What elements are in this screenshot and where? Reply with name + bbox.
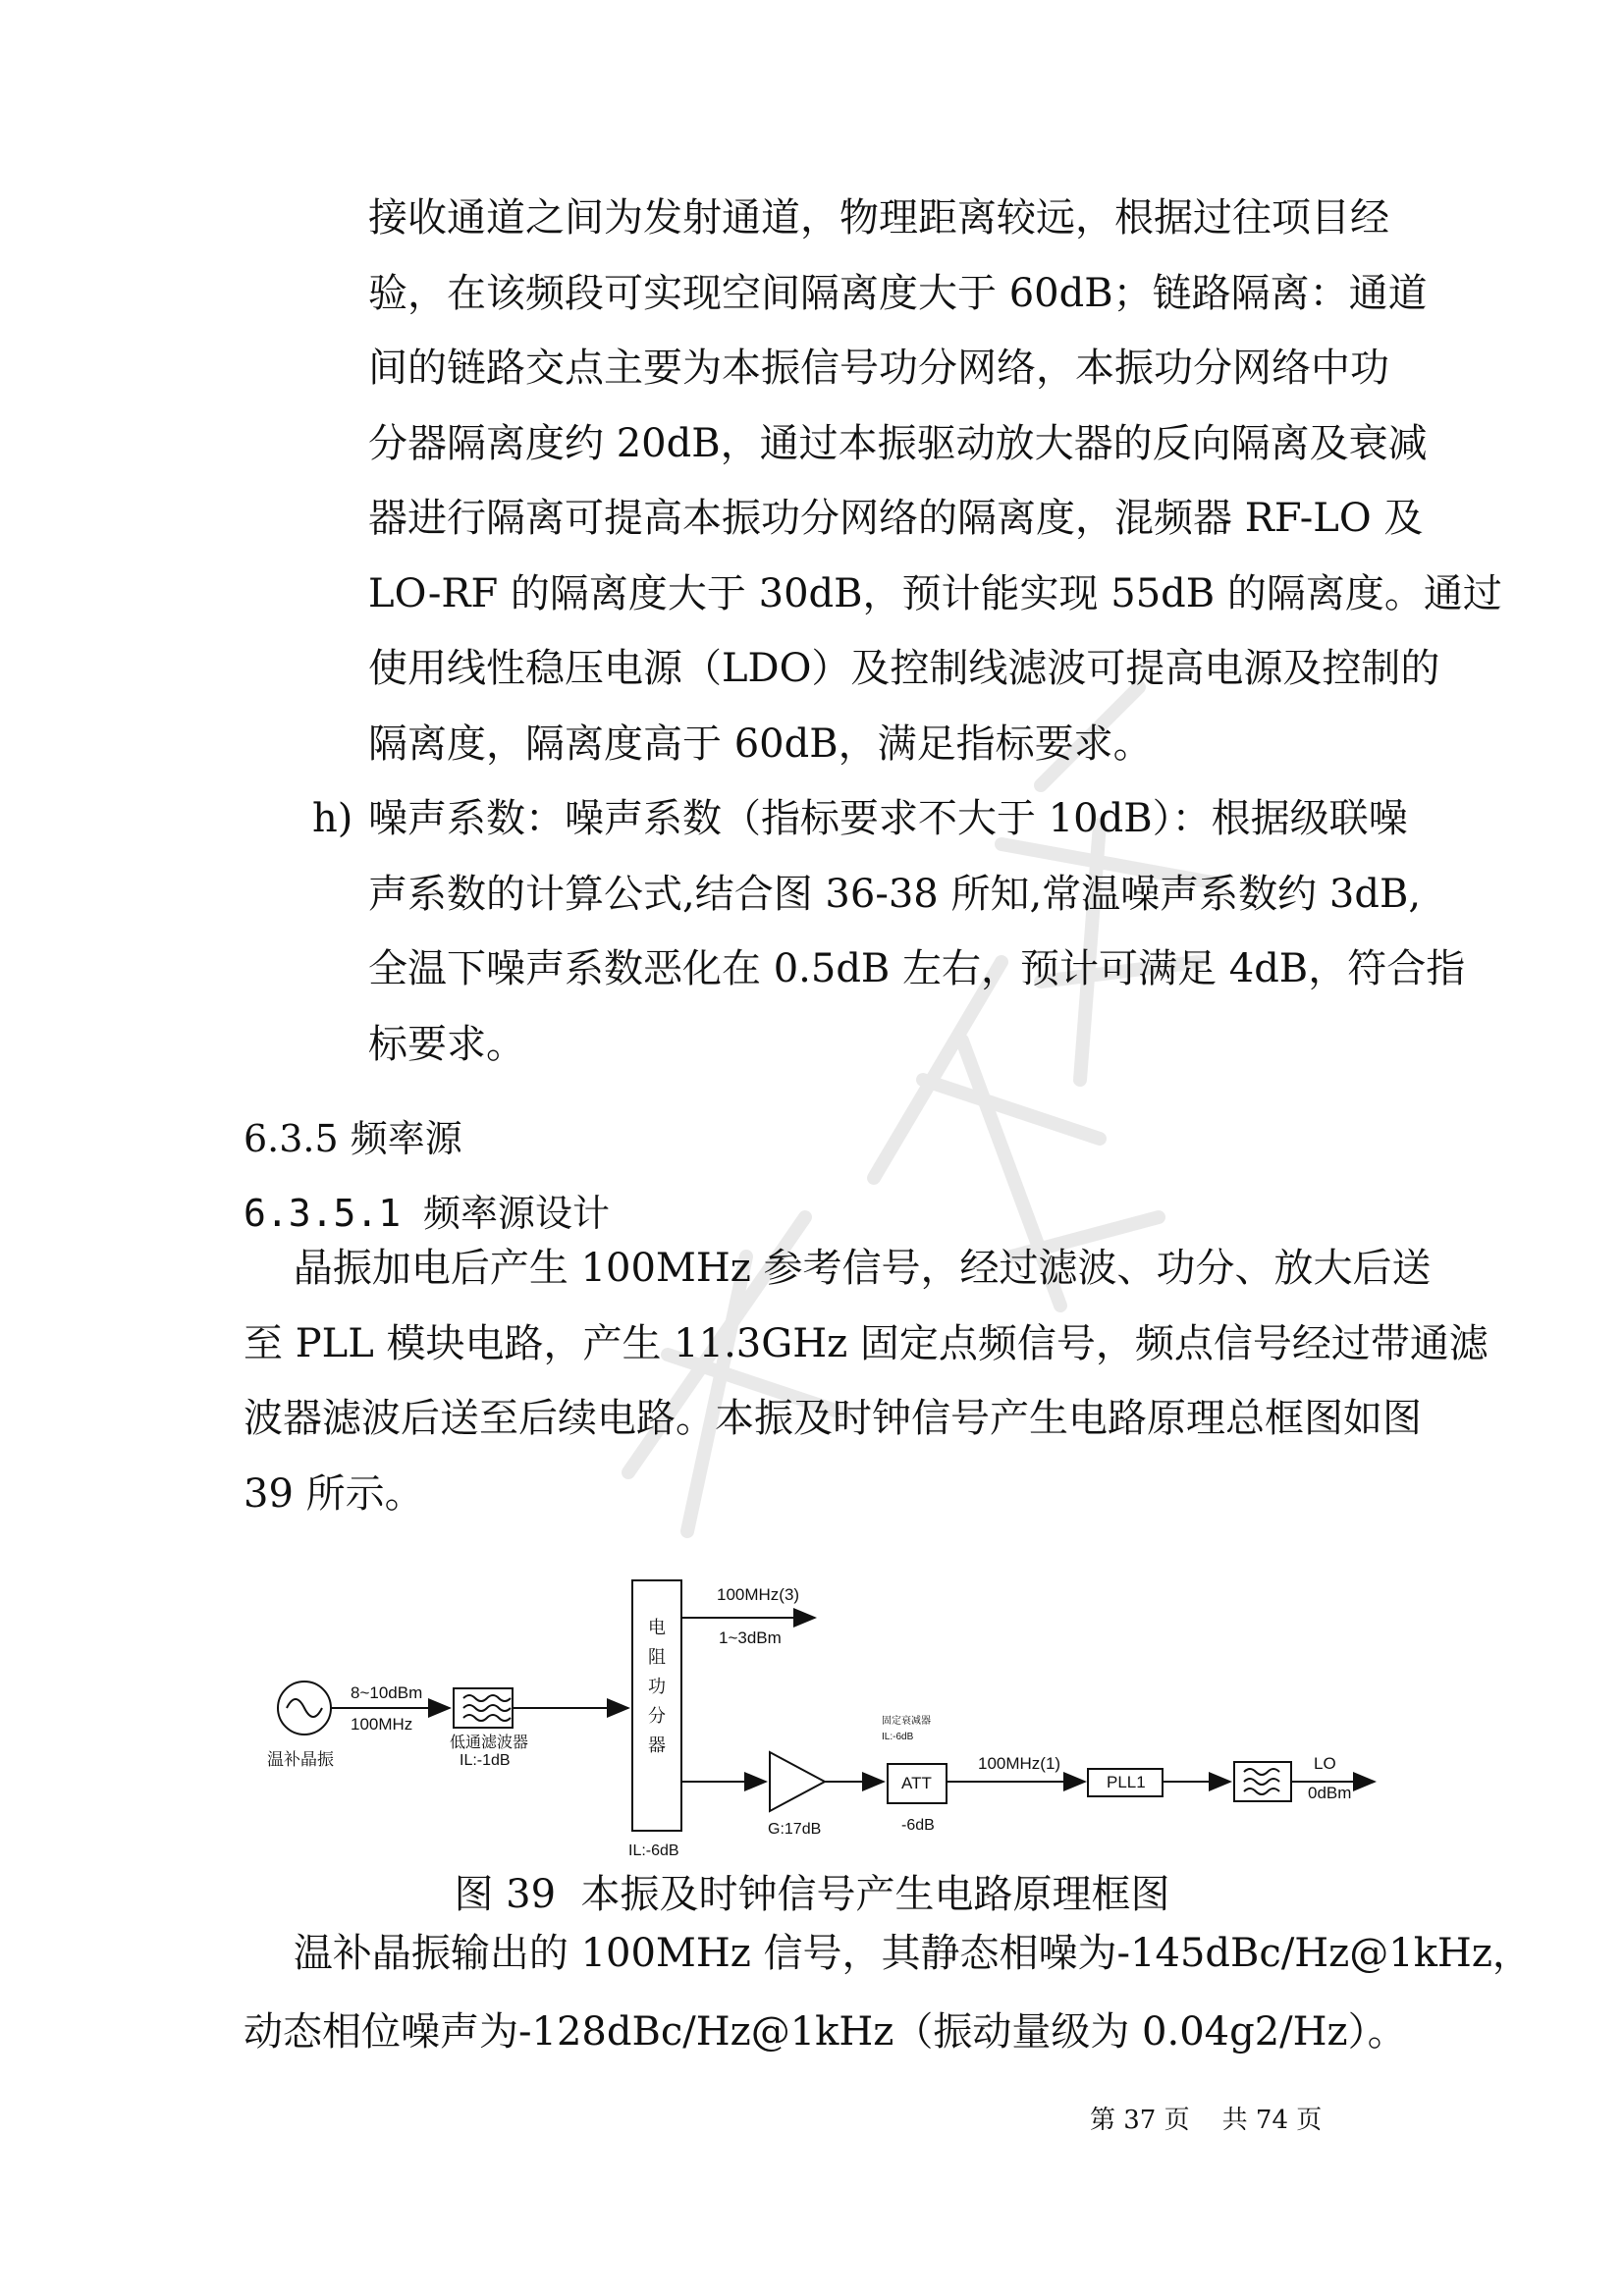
text-line: 至 PLL 模块电路，产生 11.3GHz 固定点频信号，频点信号经过带通滤: [244, 1320, 1489, 1366]
osc-power-label: 8~10dBm: [351, 1683, 423, 1702]
att-label: ATT: [901, 1774, 932, 1792]
svg-text:功: 功: [648, 1677, 666, 1696]
svg-text:阻: 阻: [648, 1647, 666, 1667]
text-line: 温补晶振输出的 100MHz 信号，其静态相噪为-145dBc/Hz@1kHz，: [244, 1931, 1532, 1976]
page-footer: 第 37 页 共 74 页: [1090, 2106, 1323, 2135]
att-title-label: 固定衰减器: [882, 1716, 931, 1727]
bpf-block: [1234, 1762, 1291, 1801]
paragraph-frequency-source: [244, 1231, 1489, 1531]
lo-power-label: 0dBm: [1308, 1784, 1352, 1802]
block-diagram: [245, 1561, 1404, 1855]
text-line: 噪声系数：噪声系数（指标要求不大于 10dB）：根据级联噪: [368, 796, 1408, 841]
osc-freq-label: 100MHz: [351, 1715, 413, 1734]
text-line: 标要求。: [368, 1021, 525, 1067]
figure-caption: 图 39 本振及时钟信号产生电路原理框图: [454, 1872, 1170, 1917]
out3-label: 100MHz(3): [717, 1585, 800, 1604]
amp-gain-label: G:17dB: [768, 1821, 822, 1838]
svg-text:电: 电: [648, 1618, 666, 1637]
splitter-label: [648, 1618, 666, 1755]
text-line: LO-RF 的隔离度大于 30dB，预计能实现 55dB 的隔离度。通过: [368, 570, 1502, 616]
text-line: 接收通道之间为发射通道，物理距离较远，根据过往项目经: [368, 195, 1389, 240]
ref1-label: 100MHz(1): [978, 1754, 1061, 1773]
att-value-label: -6dB: [901, 1817, 935, 1834]
text-line: 验，在该频段可实现空间隔离度大于 60dB；链路隔离：通道: [368, 270, 1428, 316]
lpf-il-label: IL:-1dB: [460, 1752, 511, 1769]
splitter-il-label: IL:-6dB: [628, 1842, 679, 1855]
svg-text:器: 器: [648, 1735, 666, 1755]
paragraph-phase-noise: [244, 1914, 1532, 2071]
text-line: 间的链路交点主要为本振信号功分网络，本振功分网络中功: [368, 346, 1389, 391]
att-il-label: IL:-6dB: [882, 1732, 914, 1742]
lpf-block: [454, 1688, 513, 1728]
paragraph-isolation: [368, 181, 1502, 781]
amplifier-icon: [770, 1752, 825, 1811]
text-line: 分器隔离度约 20dB，通过本振驱动放大器的反向隔离及衰减: [368, 420, 1428, 466]
text-line: 波器滤波后送至后续电路。本振及时钟信号产生电路原理总框图如图: [244, 1396, 1422, 1441]
section-heading: 6.3.5 频率源: [244, 1117, 462, 1160]
list-item-noise-figure: [368, 781, 1466, 1082]
text-line: 隔离度，隔离度高于 60dB，满足指标要求。: [368, 721, 1153, 767]
oscillator-label: 温补晶振: [267, 1750, 334, 1769]
out3-power-label: 1~3dBm: [719, 1629, 782, 1647]
text-line: 晶振加电后产生 100MHz 参考信号，经过滤波、功分、放大后送: [244, 1246, 1432, 1291]
text-line: 动态相位噪声为-128dBc/Hz@1kHz（振动量级为 0.04g2/Hz）。: [244, 2009, 1407, 2055]
text-line: 器进行隔离可提高本振功分网络的隔离度，混频器 RF-LO 及: [368, 496, 1424, 541]
text-line: 39 所示。: [244, 1470, 424, 1517]
text-line: 声系数的计算公式,结合图 36-38 所知,常温噪声系数约 3dB,: [368, 871, 1422, 917]
lpf-label: 低通滤波器: [450, 1735, 529, 1751]
svg-text:分: 分: [648, 1706, 666, 1726]
pll-label: PLL1: [1107, 1773, 1146, 1791]
list-item-label: h): [312, 796, 353, 841]
text-line: 使用线性稳压电源（LDO）及控制线滤波可提高电源及控制的: [368, 646, 1440, 691]
subsection-heading: 6.3.5.1 频率源设计: [244, 1192, 611, 1235]
lo-label: LO: [1314, 1754, 1336, 1773]
text-line: 全温下噪声系数恶化在 0.5dB 左右，预计可满足 4dB，符合指: [368, 946, 1466, 991]
